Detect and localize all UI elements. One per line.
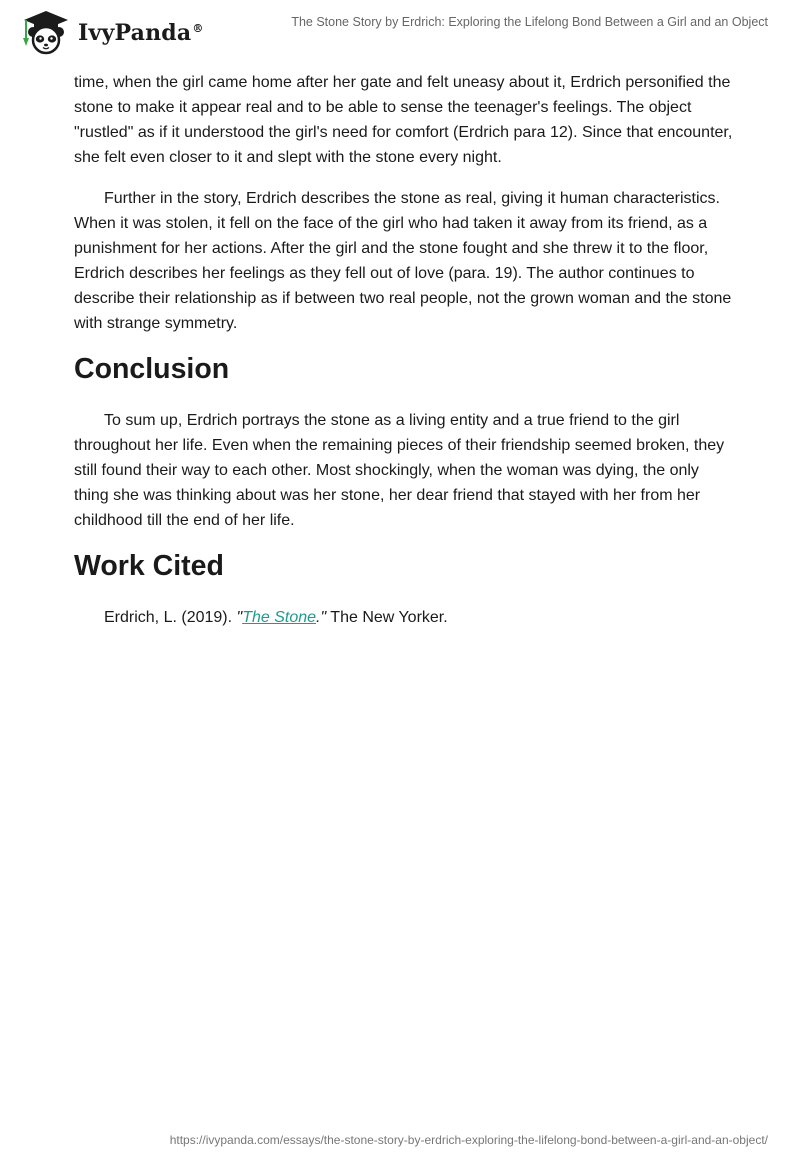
conclusion-paragraph: To sum up, Erdrich portrays the stone as a living entity and a true friend to the girl throughout her life. Even when the remaining pieces of their friendship seemed broken, they still found their way to each other. Most shockingly, when the woman was dying, the only thing she was thinking about was her stone, her dear friend that stayed with her from her childhood till the end of her life.: [74, 412, 725, 529]
citation-link[interactable]: The Stone: [242, 609, 317, 626]
panda-graduation-cap-icon: [16, 8, 76, 56]
footer-source-url[interactable]: https://ivypanda.com/essays/the-stone-story-by-erdrich-exploring-the-lifelong-bond-between-a-girl-and-an-object/: [169, 1133, 768, 1147]
citation-entry: [74, 605, 734, 630]
running-title: The Stone Story by Erdrich: Exploring the Lifelong Bond Between a Girl and an Object: [291, 15, 768, 29]
body-paragraph: Further in the story, Erdrich describes the stone as real, giving it human characteristics. When it was stolen, it fell on the face of the girl who had taken it away from its friend, as a punishment for her actions. After the girl and the stone fought and she threw it to the floor, Erdrich describes her feelings as they fell out of love (para. 19). The author continues to describe their relationship as if between two real people, not the grown woman and the stone with strange symmetry.: [74, 190, 732, 332]
citation-quote-close: .": [316, 609, 327, 626]
citation-publisher: The New Yorker.: [326, 609, 448, 626]
page-header: [0, 0, 800, 60]
registered-mark: ®: [192, 21, 204, 35]
body-paragraph: time, when the girl came home after her gate and felt uneasy about it, Erdrich personified the stone to make it appear real and to be able to sense the teenager's feelings. The object "rustled" as if it understood the girl's need for comfort (Erdrich para 12). Since that encounter, she felt even closer to it and slept with the stone every night.: [74, 74, 733, 166]
logo-wordmark: IvyPanda®: [78, 20, 204, 46]
citation-author-year: Erdrich, L. (2019).: [104, 609, 237, 626]
document-body: [74, 70, 734, 630]
section-heading-work-cited: Work Cited: [74, 550, 224, 582]
ivypanda-logo[interactable]: [16, 8, 204, 56]
section-heading-conclusion: Conclusion: [74, 353, 230, 385]
citation-quote-open: ": [236, 609, 243, 626]
